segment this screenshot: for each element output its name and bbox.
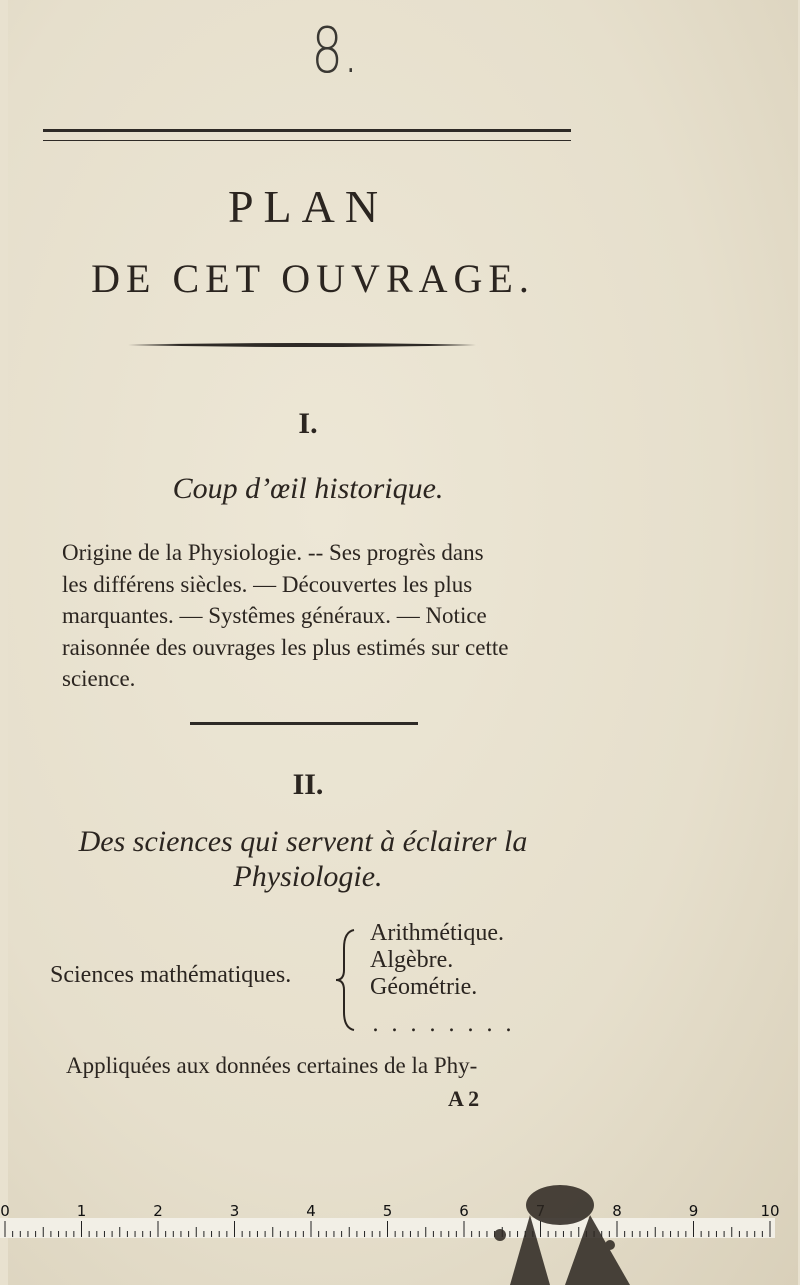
ruler-label: 4: [306, 1202, 316, 1220]
ruler-label: 0: [0, 1202, 10, 1220]
ruler-label: 6: [459, 1202, 469, 1220]
ornamental-rule: [128, 342, 476, 348]
ruler-label: 10: [760, 1202, 780, 1220]
section-2-heading-line2: Physiologie.: [233, 860, 383, 893]
section-divider: [190, 722, 418, 725]
section-1-numeral: I.: [298, 407, 318, 440]
group-item: Géométrie.: [370, 974, 478, 1000]
paragraph-line: raisonnée des ouvrages les plus estimés sur cette: [62, 634, 509, 660]
scale-ruler: [0, 1200, 800, 1240]
section-2-numeral: II.: [292, 768, 324, 801]
continuing-line: Appliquées aux données certaines de la Phy-: [66, 1053, 478, 1078]
signature-mark: A 2: [448, 1086, 480, 1111]
ruler-label: 8: [612, 1202, 622, 1220]
paragraph-line: marquantes. — Systêmes généraux. — Notice: [62, 603, 487, 628]
section-2-heading-line1: Des sciences qui servent à éclairer la: [78, 825, 528, 858]
group-item: Algèbre.: [370, 947, 454, 973]
group-label: Sciences mathématiques.: [50, 962, 292, 988]
section-1-heading: Coup d’œil historique.: [172, 472, 444, 505]
ruler-label: 9: [688, 1202, 699, 1220]
library-stamp: [470, 1175, 640, 1285]
ruler-label: 3: [229, 1202, 240, 1220]
handwritten-page-number: 8.: [311, 14, 359, 87]
page-title: PLAN: [227, 181, 389, 232]
paragraph-line: science.: [62, 666, 136, 691]
curly-brace: [334, 928, 360, 1032]
ellipsis-dots: ........: [372, 1012, 524, 1037]
section-1-paragraph: [62, 537, 574, 695]
group-item: Arithmétique.: [370, 920, 504, 946]
ruler-label: 1: [76, 1202, 87, 1220]
paragraph-line: Origine de la Physiologie. -- Ses progrès dans: [62, 540, 484, 565]
group-items: [370, 920, 504, 1001]
ruler-label: 2: [153, 1202, 163, 1220]
paragraph-line: les différens siècles. — Découvertes les plus: [62, 571, 473, 597]
book-page: [8, 0, 798, 1285]
ruler-label: 5: [382, 1202, 393, 1220]
page-subtitle: DE CET OUVRAGE.: [91, 256, 535, 301]
top-double-rule: [43, 129, 571, 141]
